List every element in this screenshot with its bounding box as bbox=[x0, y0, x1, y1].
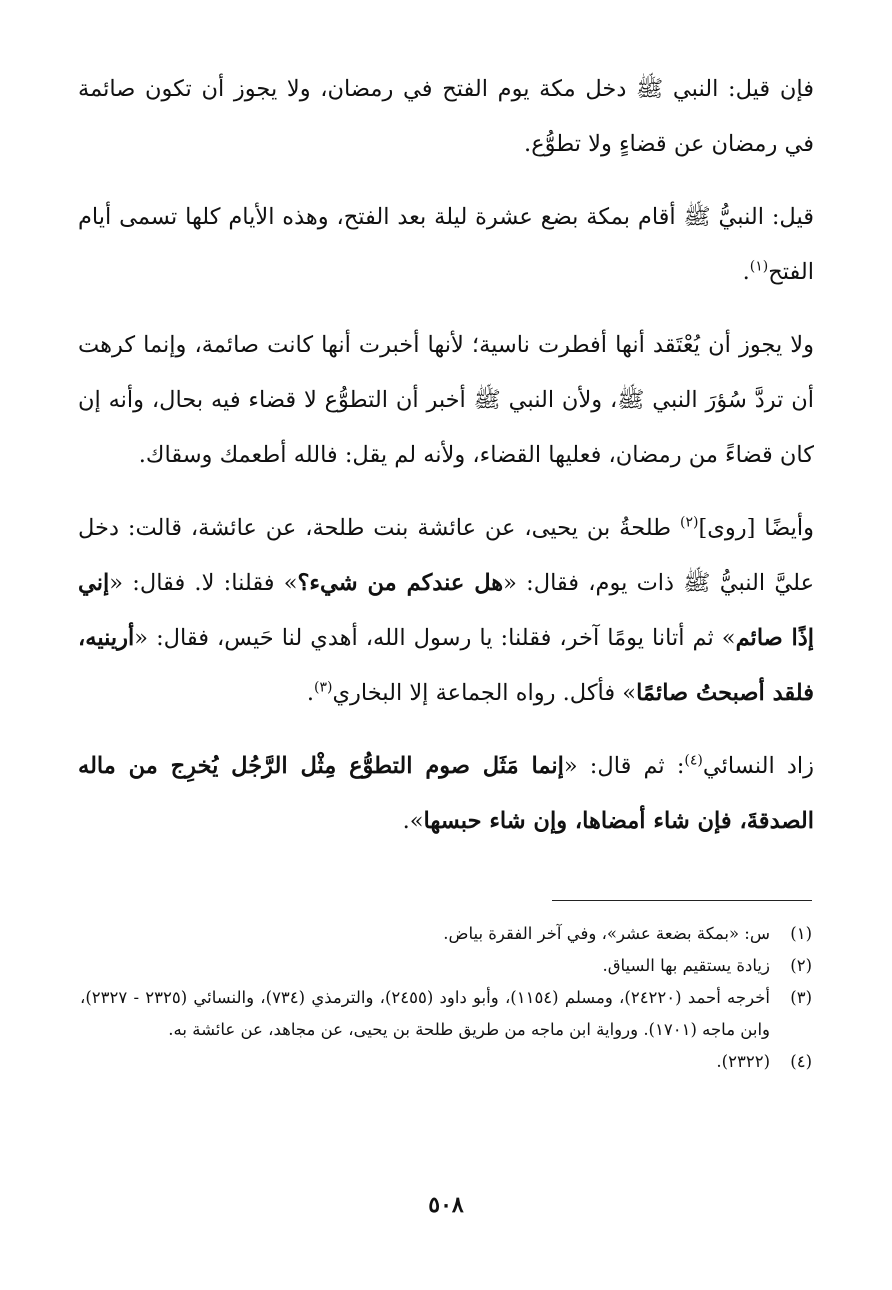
page-number: ٥٠٨ bbox=[428, 1192, 464, 1218]
hadith-quote: إنما مَثَل صوم التطوُّع مِثْل الرَّجُل يُخرِج من ماله الصدقةَ، فإن شاء أمضاها، وإن شاء حبسها bbox=[78, 753, 814, 834]
footnote bbox=[80, 1046, 812, 1078]
paragraph bbox=[78, 190, 814, 300]
text-segment: قيل: النبيُّ ﷺ أقام بمكة بضع عشرة ليلة بعد الفتح، وهذه الأيام كلها تسمى أيام الفتح bbox=[78, 204, 814, 285]
footnote-separator bbox=[552, 900, 812, 901]
hadith-quote: هل عندكم من شيء؟ bbox=[297, 570, 504, 596]
text-segment: . bbox=[742, 259, 750, 285]
text-segment: ». bbox=[402, 808, 424, 834]
paragraph bbox=[78, 318, 814, 483]
paragraph bbox=[78, 501, 814, 721]
hadith-quote: إني إذًا صائم bbox=[78, 570, 815, 651]
footnote-number: (٤) bbox=[790, 1052, 812, 1071]
text-segment: : ثم قال: « bbox=[563, 753, 685, 779]
footnote-ref: (١) bbox=[749, 258, 769, 275]
footnote-text: (٢٣٢٢). bbox=[716, 1052, 770, 1071]
footnote-number: (٣) bbox=[790, 988, 812, 1007]
footnote-ref: (٤) bbox=[684, 752, 703, 769]
footnote-ref: (٢) bbox=[680, 514, 699, 531]
main-text bbox=[78, 62, 814, 867]
footnote-text: س: «بمكة بضعة عشر»، وفي آخر الفقرة بياض. bbox=[443, 924, 770, 943]
text-segment: . bbox=[306, 680, 314, 706]
text-segment: فإن قيل: النبي ﷺ دخل مكة يوم الفتح في رمضان، ولا يجوز أن تكون صائمة في رمضان عن قضاءٍ ولا تطوُّع. bbox=[78, 76, 814, 157]
text-segment: وأيضًا [روى] bbox=[698, 515, 815, 541]
footnote-ref: (٣) bbox=[313, 679, 333, 696]
text-segment: زاد النسائي bbox=[702, 753, 814, 779]
footnote bbox=[80, 982, 812, 1046]
footnote-number: (١) bbox=[790, 924, 812, 943]
text-segment: ولا يجوز أن يُعْتَقد أنها أفطرت ناسية؛ لأنها أخبرت أنها كانت صائمة، وإنما كرهت أن تردَّ سُؤرَ النبي ﷺ، ولأن النبي ﷺ أخبر أن التطوُّع لا قضاء فيه بحال، وأنه إن كان قضاءً من رمضان، فعليها القضاء، ولأنه لم يقل: فالله أطعمك وسقاك. bbox=[78, 332, 814, 468]
footnote bbox=[80, 918, 812, 950]
text-segment: طلحةُ بن يحيى، عن عائشة بنت طلحة، عن عائشة، قالت: دخل عليَّ النبيُّ ﷺ ذات يوم، فقال: « bbox=[78, 515, 814, 596]
footnote-text: أخرجه أحمد (٢٤٢٢٠)، ومسلم (١١٥٤)، وأبو داود (٢٤٥٥)، والترمذي (٧٣٤)، والنسائي (٢٣٢٥ - ٢٣٢٧)، وابن ماجه (١٧٠١). ورواية ابن ماجه من طريق طلحة بن يحيى، عن مجاهد، عن عائشة به. bbox=[80, 988, 770, 1039]
paragraph bbox=[78, 62, 814, 172]
footnotes bbox=[80, 918, 812, 1078]
footnote-text: زيادة يستقيم بها السياق. bbox=[602, 956, 770, 975]
text-segment: » ثم أتانا يومًا آخر، فقلنا: يا رسول الله، أهدي لنا حَيس، فقال: « bbox=[134, 625, 736, 651]
hadith-quote: أرينيه، فلقد أصبحتُ صائمًا bbox=[78, 625, 814, 706]
footnote bbox=[80, 950, 812, 982]
paragraph bbox=[78, 739, 814, 849]
text-segment: » فأكل. رواه الجماعة إلا البخاري bbox=[332, 680, 637, 706]
footnote-number: (٢) bbox=[790, 956, 812, 975]
text-segment: » فقلنا: لا. فقال: « bbox=[109, 570, 298, 596]
